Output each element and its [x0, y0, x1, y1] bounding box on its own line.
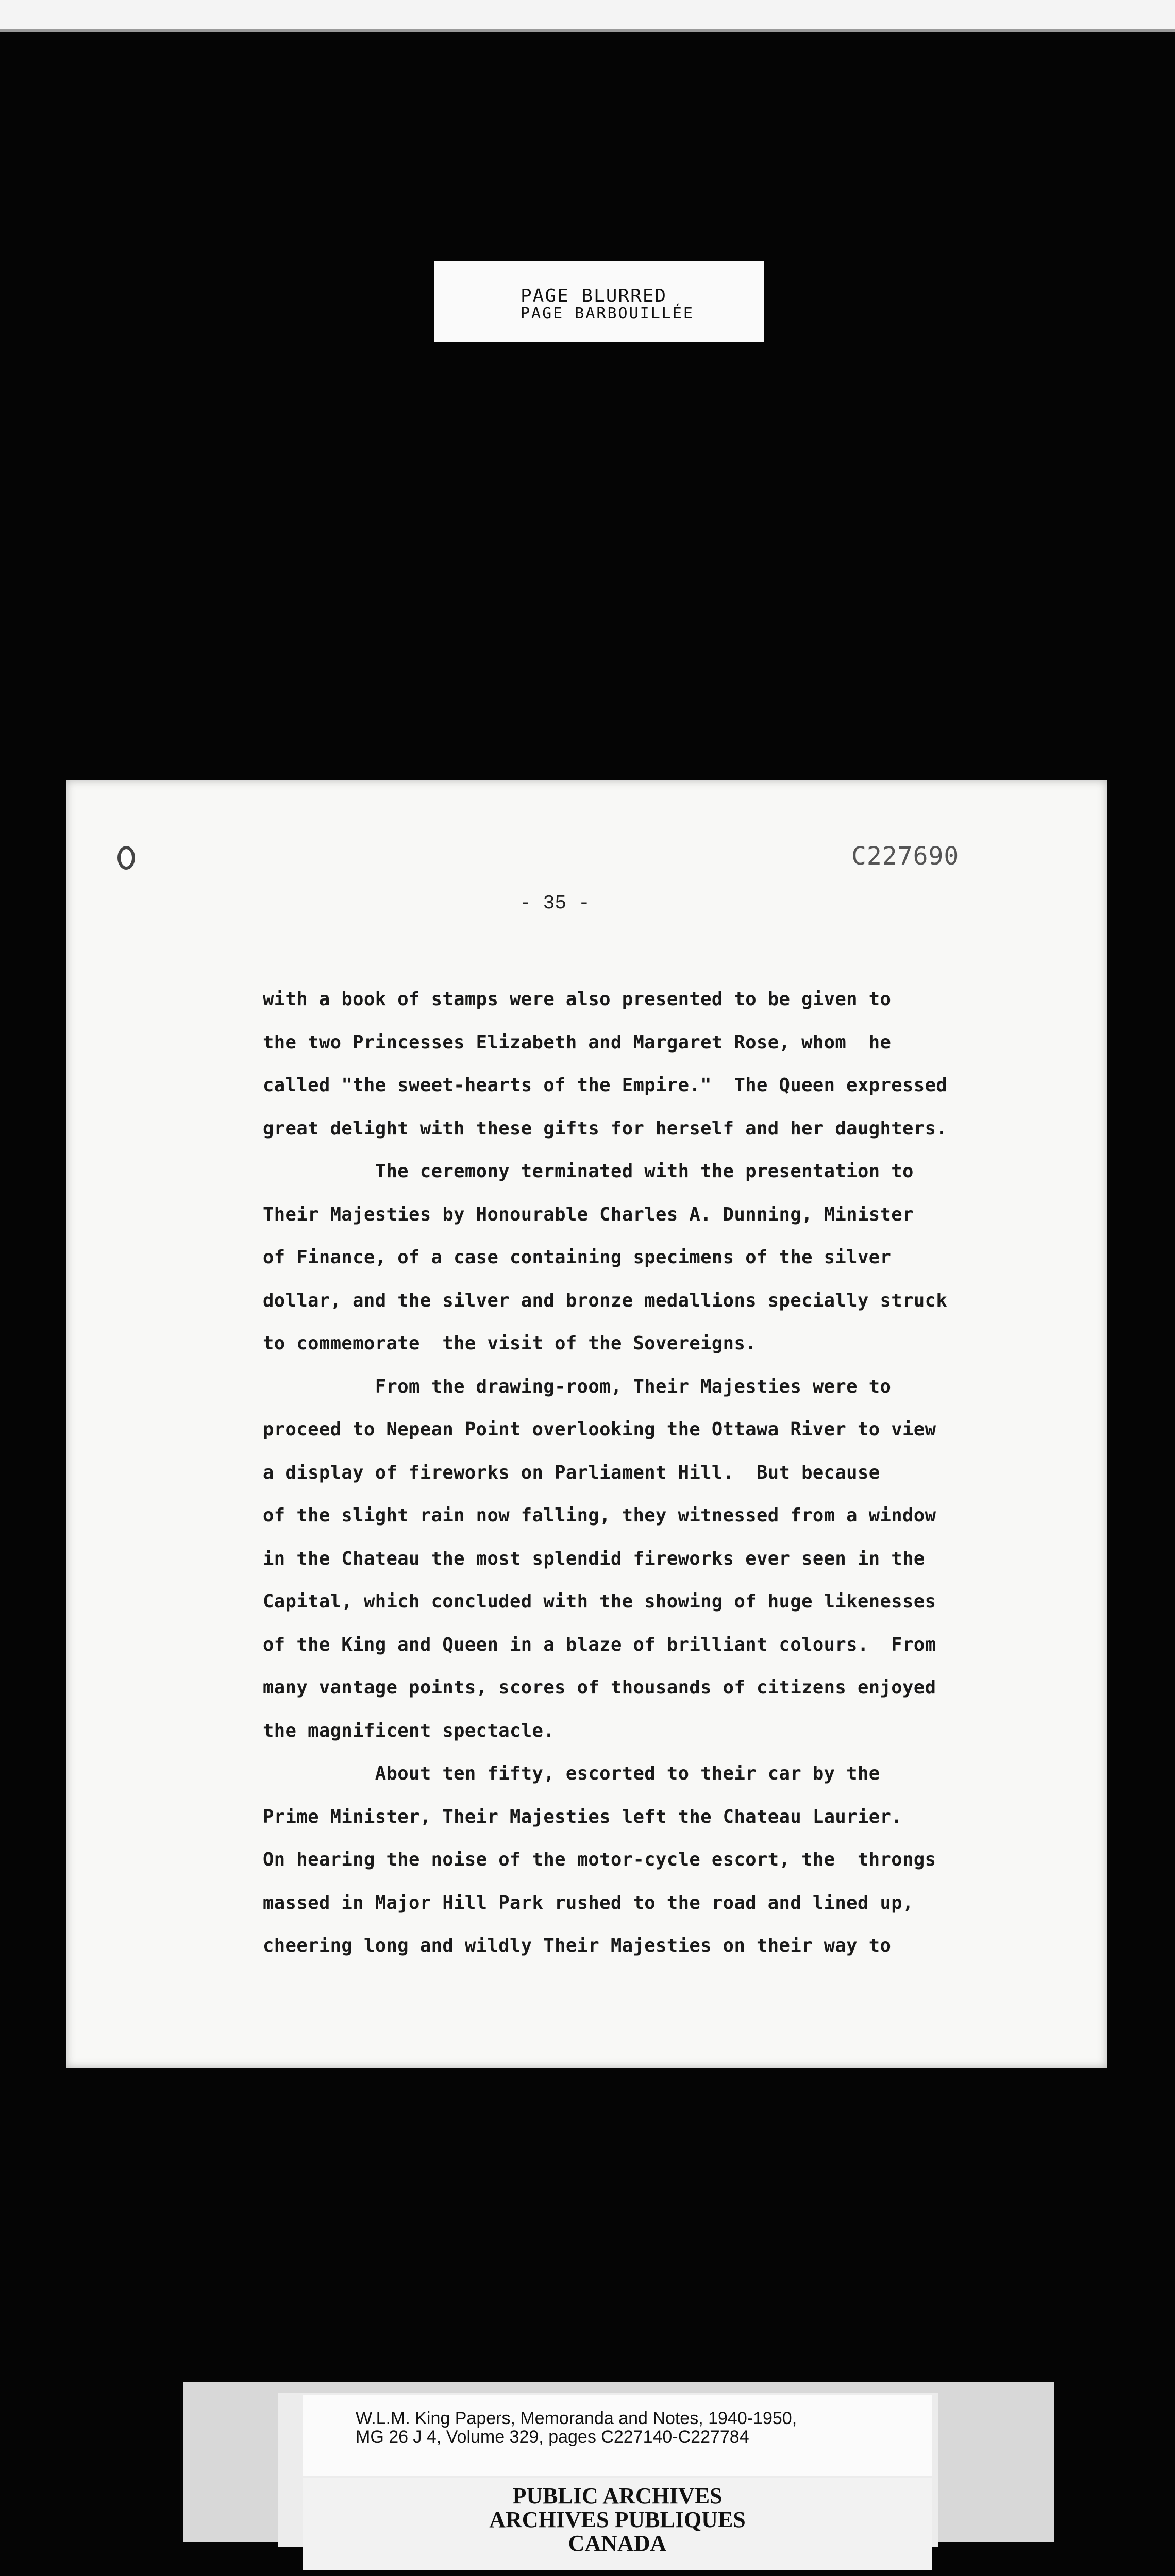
collection-reference-line1: W.L.M. King Papers, Memoranda and Notes, 1940-1950, — [356, 2409, 797, 2428]
top-margin-strip — [0, 0, 1175, 32]
document-text-line: The ceremony terminated with the presentation to — [263, 1161, 914, 1182]
document-text-line: proceed to Nepean Point overlooking the Ottawa River to view — [263, 1419, 936, 1440]
document-text-line: massed in Major Hill Park rushed to the road and lined up, — [263, 1892, 914, 1913]
document-text-line: Capital, which concluded with the showing of huge likenesses — [263, 1591, 936, 1612]
document-text-line: About ten fifty, escorted to their car by the — [263, 1763, 880, 1784]
document-text-line: cheering long and wildly Their Majesties on their way to — [263, 1935, 892, 1956]
page-blurred-french: PAGE BARBOUILLÉE — [521, 304, 694, 323]
document-text-line: Prime Minister, Their Majesties left the Chateau Laurier. — [263, 1806, 903, 1827]
archives-line-english: PUBLIC ARCHIVES — [512, 2483, 723, 2509]
document-text-line: a display of fireworks on Parliament Hill. But because — [263, 1462, 880, 1483]
document-text-line: of the King and Queen in a blaze of brilliant colours. From — [263, 1634, 936, 1655]
document-text-line: to commemorate the visit of the Sovereigns. — [263, 1333, 757, 1354]
collection-reference-label — [303, 2395, 932, 2476]
page-blurred-english: PAGE BLURRED — [521, 285, 667, 307]
document-text-line: called "the sweet-hearts of the Empire." The Queen expressed — [263, 1075, 948, 1096]
document-text-line: From the drawing-room, Their Majesties were to — [263, 1376, 892, 1397]
document-text-line: the magnificent spectacle. — [263, 1720, 555, 1741]
archives-line-country: CANADA — [568, 2531, 667, 2556]
document-text-line: in the Chateau the most splendid fireworks ever seen in the — [263, 1548, 925, 1569]
document-text-line: great delight with these gifts for herself and her daughters. — [263, 1118, 948, 1139]
document-text-line: many vantage points, scores of thousands of citizens enjoyed — [263, 1677, 936, 1698]
document-text-line: the two Princesses Elizabeth and Margaret Rose, whom he — [263, 1032, 892, 1053]
punch-hole — [118, 846, 135, 870]
document-text-line: of the slight rain now falling, they witnessed from a window — [263, 1505, 936, 1526]
document-text-line: On hearing the noise of the motor-cycle escort, the throngs — [263, 1849, 936, 1870]
document-text-line: dollar, and the silver and bronze medallions specially struck — [263, 1290, 948, 1311]
page-blurred-label — [434, 261, 764, 342]
document-text-line: of Finance, of a case containing specimens of the silver — [263, 1247, 892, 1268]
collection-reference-line2: MG 26 J 4, Volume 329, pages C227140-C227784 — [356, 2427, 749, 2447]
public-archives-stamp — [303, 2478, 932, 2570]
document-text-line: Their Majesties by Honourable Charles A. Dunning, Minister — [263, 1204, 914, 1225]
page-number: - 35 - — [519, 892, 590, 914]
document-page — [66, 780, 1107, 2068]
document-text-line: with a book of stamps were also presented to be given to — [263, 989, 892, 1010]
document-number: C227690 — [851, 842, 960, 871]
archives-line-french: ARCHIVES PUBLIQUES — [489, 2507, 746, 2532]
